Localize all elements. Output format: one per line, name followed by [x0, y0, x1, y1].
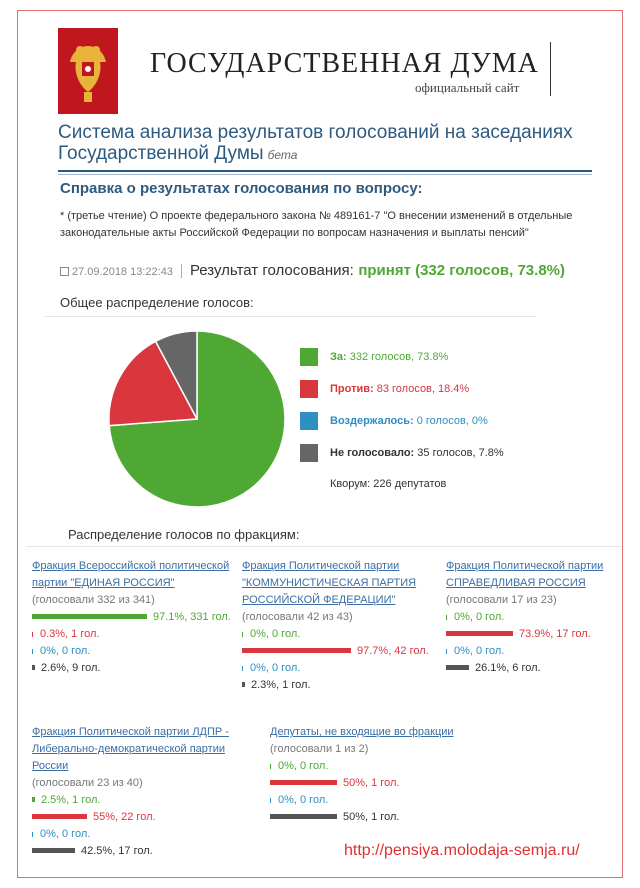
legend-text [330, 383, 469, 395]
site-header [58, 28, 578, 114]
vote-bar [242, 682, 245, 687]
row-not-voted [32, 843, 252, 860]
header-divider [550, 42, 551, 96]
vote-bar [270, 798, 271, 803]
vote-bar [270, 764, 271, 769]
reference-title: Справка о результатах голосования по вопросу: [60, 180, 423, 197]
result-value: принят (332 голосов, 73.8%) [358, 262, 565, 279]
vote-bar-label: 0%, 0 гол. [454, 611, 505, 623]
legend-value: 0 голосов, 0% [416, 415, 488, 427]
vote-bar [32, 832, 33, 837]
title-rule-thin [58, 174, 592, 175]
distribution-title: Общее распределение голосов: [60, 295, 254, 310]
factions-rule [26, 546, 622, 547]
legend-value: 83 голосов, 18.4% [376, 383, 470, 395]
vote-bar [32, 814, 87, 819]
row-against [32, 626, 232, 643]
legend-value: 332 голосов, 73.8% [349, 351, 449, 363]
coat-of-arms-icon[interactable] [58, 28, 118, 114]
vote-pie-chart [108, 330, 286, 508]
row-for [32, 609, 232, 626]
legend-text [330, 415, 488, 427]
faction-link[interactable]: Фракция Политической партии СПРАВЕДЛИВАЯ РОССИЯ [446, 560, 604, 589]
vote-bar-label: 50%, 1 гол. [343, 777, 400, 789]
vote-bar [242, 666, 243, 671]
faction-voted-count: (голосовали 23 из 40) [32, 777, 143, 789]
row-for [32, 792, 252, 809]
result-label: Результат голосования: [189, 262, 354, 279]
vote-bar-label: 0%, 0 гол. [250, 662, 301, 674]
row-for [446, 609, 626, 626]
vote-bar [32, 649, 33, 654]
vote-bar-label: 2.6%, 9 гол. [41, 662, 101, 674]
faction-block [32, 558, 232, 677]
row-for [242, 626, 442, 643]
title-rule [58, 170, 592, 172]
vote-bar-label: 0%, 0 гол. [278, 794, 329, 806]
distribution-rule [44, 316, 536, 317]
vote-bar [446, 649, 447, 654]
vote-bar [270, 780, 337, 785]
faction-voted-count: (голосовали 332 из 341) [32, 594, 155, 606]
vote-bar-label: 0.3%, 1 гол. [40, 628, 100, 640]
legend-text [330, 447, 504, 459]
vote-bar [270, 814, 337, 819]
row-for [270, 758, 490, 775]
legend-text [330, 351, 448, 363]
row-against [242, 643, 442, 660]
system-title-text: Система анализа результатов голосований на заседаниях Государственной Думы [58, 122, 573, 164]
row-not-voted [446, 660, 626, 677]
vote-bar-label: 26.1%, 6 гол. [475, 662, 541, 674]
site-subtitle: официальный сайт [415, 80, 520, 95]
legend-name: Не голосовало: [330, 447, 415, 459]
beta-label: бета [267, 148, 298, 162]
vote-bar [32, 614, 147, 619]
vote-bar-label: 55%, 22 гол. [93, 811, 156, 823]
legend-swatch [300, 412, 318, 430]
vote-bar [32, 848, 75, 853]
row-against [446, 626, 626, 643]
vote-bar [446, 631, 513, 636]
vote-bar [32, 632, 33, 637]
legend-swatch [300, 380, 318, 398]
vote-bar-label: 2.3%, 1 гол. [251, 679, 311, 691]
faction-link[interactable]: Фракция Политической партии "КОММУНИСТИЧЕСКАЯ ПАРТИЯ РОССИЙСКОЙ ФЕДЕРАЦИИ" [242, 560, 417, 606]
faction-voted-count: (голосовали 17 из 23) [446, 594, 557, 606]
row-abstained [32, 826, 252, 843]
vote-bar-label: 73.9%, 17 гол. [519, 628, 591, 640]
question-text: * (третье чтение) О проекте федерального закона № 489161-7 "О внесении изменений в отдельные законодательные акты Российской Федерации по вопросам назначения и выплаты пенсий" [60, 210, 573, 239]
row-not-voted [32, 660, 232, 677]
legend-name: Против: [330, 383, 374, 395]
vote-bar-label: 0%, 0 гол. [454, 645, 505, 657]
site-title[interactable]: ГОСУДАРСТВЕННАЯ ДУМА [150, 48, 539, 79]
result-divider [181, 264, 182, 278]
row-abstained [446, 643, 626, 660]
legend-swatch [300, 444, 318, 462]
vote-bar [446, 665, 469, 670]
faction-voted-count: (голосовали 42 из 43) [242, 611, 353, 623]
calendar-icon [60, 267, 69, 276]
factions-title: Распределение голосов по фракциям: [68, 527, 300, 542]
row-abstained [270, 792, 490, 809]
vote-bar-label: 0%, 0 гол. [40, 645, 91, 657]
vote-bar-label: 0%, 0 гол. [250, 628, 301, 640]
faction-block [446, 558, 626, 677]
system-title [58, 122, 578, 166]
faction-link[interactable]: Фракция Всероссийской политической партии "ЕДИНАЯ РОССИЯ" [32, 560, 230, 589]
legend-swatch [300, 348, 318, 366]
vote-bar-label: 97.1%, 331 гол. [153, 611, 231, 623]
faction-link[interactable]: Фракция Политической партии ЛДПР - Либерально-демократической партии России [32, 726, 229, 772]
faction-block [32, 724, 252, 860]
vote-bar-label: 42.5%, 17 гол. [81, 845, 153, 857]
vote-bar-label: 2.5%, 1 гол. [41, 794, 101, 806]
legend-name: Воздержалось: [330, 415, 414, 427]
row-abstained [242, 660, 442, 677]
faction-voted-count: (голосовали 1 из 2) [270, 743, 369, 755]
row-abstained [32, 643, 232, 660]
row-against [270, 775, 490, 792]
vote-bar [446, 615, 447, 620]
vote-bar [242, 632, 243, 637]
vote-bar [32, 797, 35, 802]
row-not-voted [270, 809, 490, 826]
vote-bar-label: 97.7%, 42 гол. [357, 645, 429, 657]
vote-bar-label: 0%, 0 гол. [40, 828, 91, 840]
watermark-url: http://pensiya.molodaja-semja.ru/ [344, 842, 580, 859]
vote-bar-label: 0%, 0 гол. [278, 760, 329, 772]
row-against [32, 809, 252, 826]
faction-block [242, 558, 442, 694]
faction-block [270, 724, 490, 826]
legend-value: 35 голосов, 7.8% [417, 447, 504, 459]
vote-bar [32, 665, 35, 670]
quorum-text: Кворум: 226 депутатов [330, 478, 447, 490]
vote-bar-label: 50%, 1 гол. [343, 811, 400, 823]
legend-name: За: [330, 351, 347, 363]
faction-link[interactable]: Депутаты, не входящие во фракции [270, 726, 454, 738]
result-line [60, 262, 620, 280]
vote-date: 27.09.2018 13:22:43 [72, 266, 173, 278]
vote-bar [242, 648, 351, 653]
row-not-voted [242, 677, 442, 694]
